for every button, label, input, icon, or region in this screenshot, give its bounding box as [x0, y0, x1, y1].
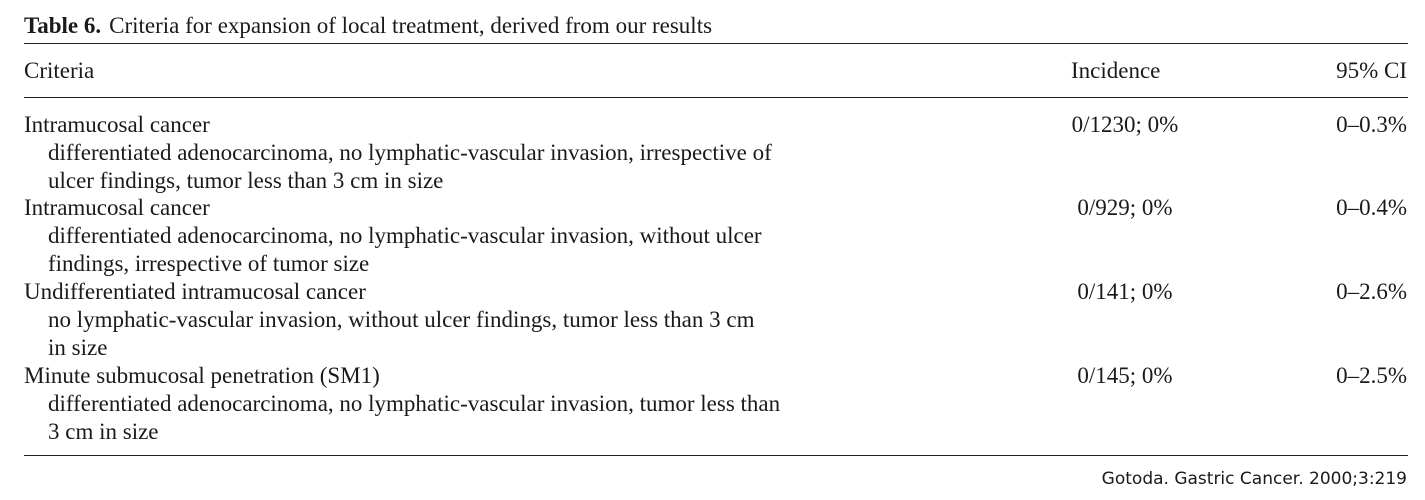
row-criterion: Minute submucosal penetration (SM1) [24, 363, 380, 388]
header-criteria: Criteria [24, 58, 95, 83]
row-detail-line: no lymphatic-vascular invasion, without ulcer findings, tumor less than 3 cm [48, 307, 755, 332]
row-criterion: Undifferentiated intramucosal cancer [24, 279, 366, 304]
row-detail-line: differentiated adenocarcinoma, no lymphatic-vascular invasion, irrespective of [48, 140, 772, 165]
row-ci: 0–2.6% [1336, 279, 1407, 304]
row-incidence: 0/145; 0% [1077, 363, 1173, 388]
row-detail [48, 306, 928, 362]
row-detail-line: 3 cm in size [48, 419, 159, 444]
row-incidence: 0/929; 0% [1077, 195, 1173, 220]
row-criterion: Intramucosal cancer [24, 195, 210, 220]
row-detail-line: ulcer findings, tumor less than 3 cm in size [48, 168, 444, 193]
row-detail-line: in size [48, 335, 108, 360]
row-detail-line: differentiated adenocarcinoma, no lymphatic-vascular invasion, tumor less than [48, 391, 781, 416]
table-title: Criteria for expansion of local treatment, derived from our results [109, 13, 713, 38]
table-caption [24, 11, 712, 41]
row-ci: 0–0.3% [1336, 112, 1407, 137]
row-detail-line: findings, irrespective of tumor size [48, 251, 370, 276]
row-ci: 0–2.5% [1336, 363, 1407, 388]
header-rule [24, 97, 1408, 98]
row-detail [48, 139, 928, 195]
row-criterion: Intramucosal cancer [24, 112, 210, 137]
bottom-rule [24, 455, 1408, 456]
row-incidence: 0/141; 0% [1077, 279, 1173, 304]
header-incidence: Incidence [1071, 58, 1161, 83]
row-detail [48, 390, 928, 446]
header-ci: 95% CI [1336, 58, 1407, 83]
row-incidence: 0/1230; 0% [1071, 112, 1179, 137]
row-ci: 0–0.4% [1336, 195, 1407, 220]
table-label: Table 6. [24, 13, 102, 38]
top-rule [24, 43, 1408, 44]
row-detail [48, 222, 928, 278]
row-detail-line: differentiated adenocarcinoma, no lymphatic-vascular invasion, without ulcer [48, 223, 762, 248]
citation: Gotoda. Gastric Cancer. 2000;3:219 [1101, 469, 1407, 489]
